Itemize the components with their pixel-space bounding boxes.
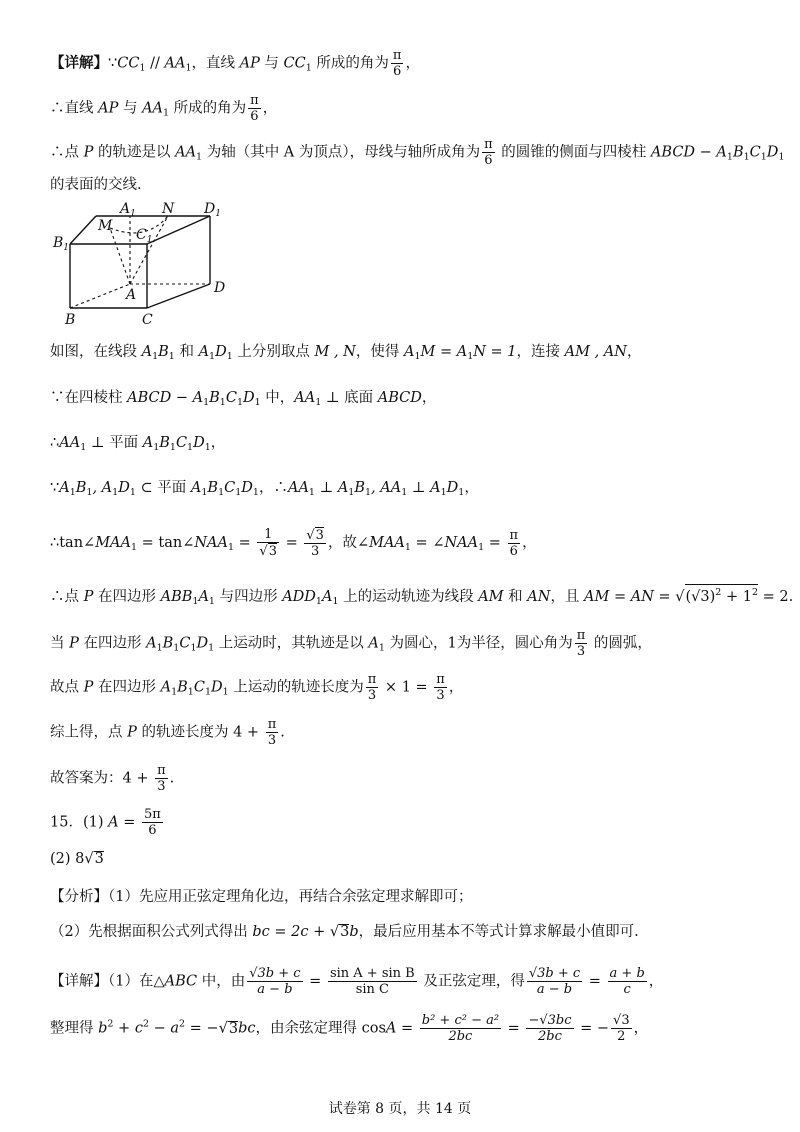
label-a: A [126,287,137,303]
fraction: $\frac{\text{sin A + sin B}}{\text{sin C}}$ [329,966,415,997]
fraction: $\frac{\pi}{6}$ [509,527,519,559]
fraction: $\frac{\pi}{3}$ [267,717,277,748]
solution-line-6: ∵在四棱柱 ABCD − $A_1B_1C_1D_1$ 中，$AA_1$ ⊥ 底面 ABCD， [50,390,437,408]
solution-line-2: ∴直线 AP 与 $AA_1$ 所成的角为 $\frac{\pi}{6}$ ， [50,93,278,124]
solution-line-1: 【详解】$\because CC_1 // AA_1$，直线 AP 与 $CC_1$ 所成的角为 $\frac{\pi}{6}$ ， [50,48,420,79]
fraction: $\frac{\pi}{3}$ [576,628,586,659]
fraction: $\frac{√3b + c}{a - b}$ [528,966,581,997]
analysis-line-1: 【分析】（1）先应用正弦定理角化边，再结合余弦定理求解即可； [50,889,473,905]
solution-line-8: $\because A_1B_1$, $A_1D_1$ ⊂ 平面 $A_1B_1C_1D_1$，$\therefore AA_1$ ⊥ $A_1B_1$, $AA_1$ ⊥ $A_1D_1$， [50,480,479,498]
fraction: $\frac{√3}{2}$ [613,1013,630,1044]
fraction: $\frac{-√3bc}{2bc}$ [528,1013,572,1044]
solution-line-9: $\therefore\tan\angle MAA_1$ = $\tan\angle NAA_1$ = $\frac{1}{√3}$ = $\frac{√3}{3}$ ，故$\angle MAA_1$ = $\angle NAA_1$ = $\frac{\pi}{6}$ ， [50,527,537,559]
solution-line-13: 综上得，点 P 的轨迹长度为 4 + $\frac{\pi}{3}$ . [50,717,285,748]
detail-line-1: 【详解】（1）在△ABC 中，由 $\frac{√3b + c}{a - b}$ = $\frac{\text{sin A + sin B}}{\text{sin C}}$ 及正弦定理，得 $\frac{√3b + c}{a - b}$ = $\frac{a + b}{c}$ ， [50,966,664,997]
solution-line-10: ∴点 P 在四边形 $ABB_1A_1$ 与四边形 $ADD_1A_1$ 上的运动轨迹为线段 AM 和 AN，且 AM = AN = $√(√3)^2 + 1^2 = 2$. [50,584,793,612]
fraction: $\frac{\pi}{3}$ [367,672,377,703]
fraction: $\frac{√3b + c}{a - b}$ [249,966,301,997]
fraction: $\frac{\pi}{3}$ [157,763,166,794]
q15-answer-2: (2) 8√3 [50,851,104,867]
edge-c1-d1 [147,216,210,244]
q15-answer-1: 15．(1) A = $\frac{5\pi}{6}$ [50,807,161,838]
label-d: D [214,280,226,296]
solution-line-4: 的表面的交线. [50,177,142,193]
fraction: $\frac{a + b}{c}$ [609,966,645,997]
fraction: $\frac{\pi}{6}$ [250,93,259,124]
detail-line-2: 整理得 $b^2 + c^2 - a^2 = -√3bc$，由余弦定理得 cosA = $\frac{\text{b² + c² − a²}}{2bc}$ = $\frac{-√3bc}{2bc}$ = − $\frac{√3}{2}$ ， [50,1013,649,1044]
label-c1: $C_1$ [136,227,153,245]
label-b1: $B_1$ [53,235,70,253]
page-footer: 试卷第 8 页，共 14 页 [328,1101,472,1117]
label-n: N [162,201,175,217]
fraction: $\frac{\text{b² + c² − a²}}{2bc}$ [421,1013,500,1044]
fraction: $\frac{\pi}{3}$ [436,672,445,703]
solution-line-5: 如图，在线段 $A_1B_1$ 和 $A_1D_1$ 上分别取点 M , N，使得 $A_1M = A_1N = 1$，连接 AM , AN， [50,344,642,362]
label-m: M [98,218,113,234]
solution-line-3: ∴点 P 的轨迹是以 $AA_1$ 为轴（其中 A 为顶点），母线与轴所成角为 $\frac{\pi}{6}$ 的圆锥的侧面与四棱柱 ABCD − $A_1B_1C_1D_1$ [50,137,785,168]
solution-line-7: $\therefore AA_1$ ⊥ 平面 $A_1B_1C_1D_1$， [50,435,226,453]
detail-tag: 【详解】 [50,54,108,72]
fraction: $\frac{5\pi}{6}$ [143,807,161,838]
fraction: $\frac{√3}{3}$ [306,528,324,559]
fraction: $\frac{1}{√3}$ [259,527,277,559]
fraction: $\frac{\pi}{6}$ [484,137,493,168]
solution-line-12: 故点 P 在四边形 $A_1B_1C_1D_1$ 上运动的轨迹长度为 $\frac{\pi}{3}$ × 1 = $\frac{\pi}{3}$ ， [50,672,464,703]
label-d1: $D_1$ [204,201,221,219]
analysis-line-2: （2）先根据面积公式列式得出 bc = 2c + √3b，最后应用基本不等式计算求解最小值即可. [50,924,639,940]
fraction: $\frac{\pi}{6}$ [392,48,402,79]
solution-line-11: 当 P 在四边形 $A_1B_1C_1D_1$ 上运动时，其轨迹是以 $A_1$ 为圆心，1为半径，圆心角为 $\frac{\pi}{3}$ 的圆弧， [50,628,652,659]
answer-line: 故答案为：4 + $\frac{\pi}{3}$ . [50,763,175,794]
edge-b1-a1 [70,216,96,244]
label-a1: $A_1$ [120,201,136,219]
segment-am [110,228,130,284]
edge-c-d [147,284,210,308]
hidden-edge-b-a [70,284,130,308]
label-c: C [142,312,153,328]
label-b: B [65,312,76,328]
prism-figure [50,200,240,330]
